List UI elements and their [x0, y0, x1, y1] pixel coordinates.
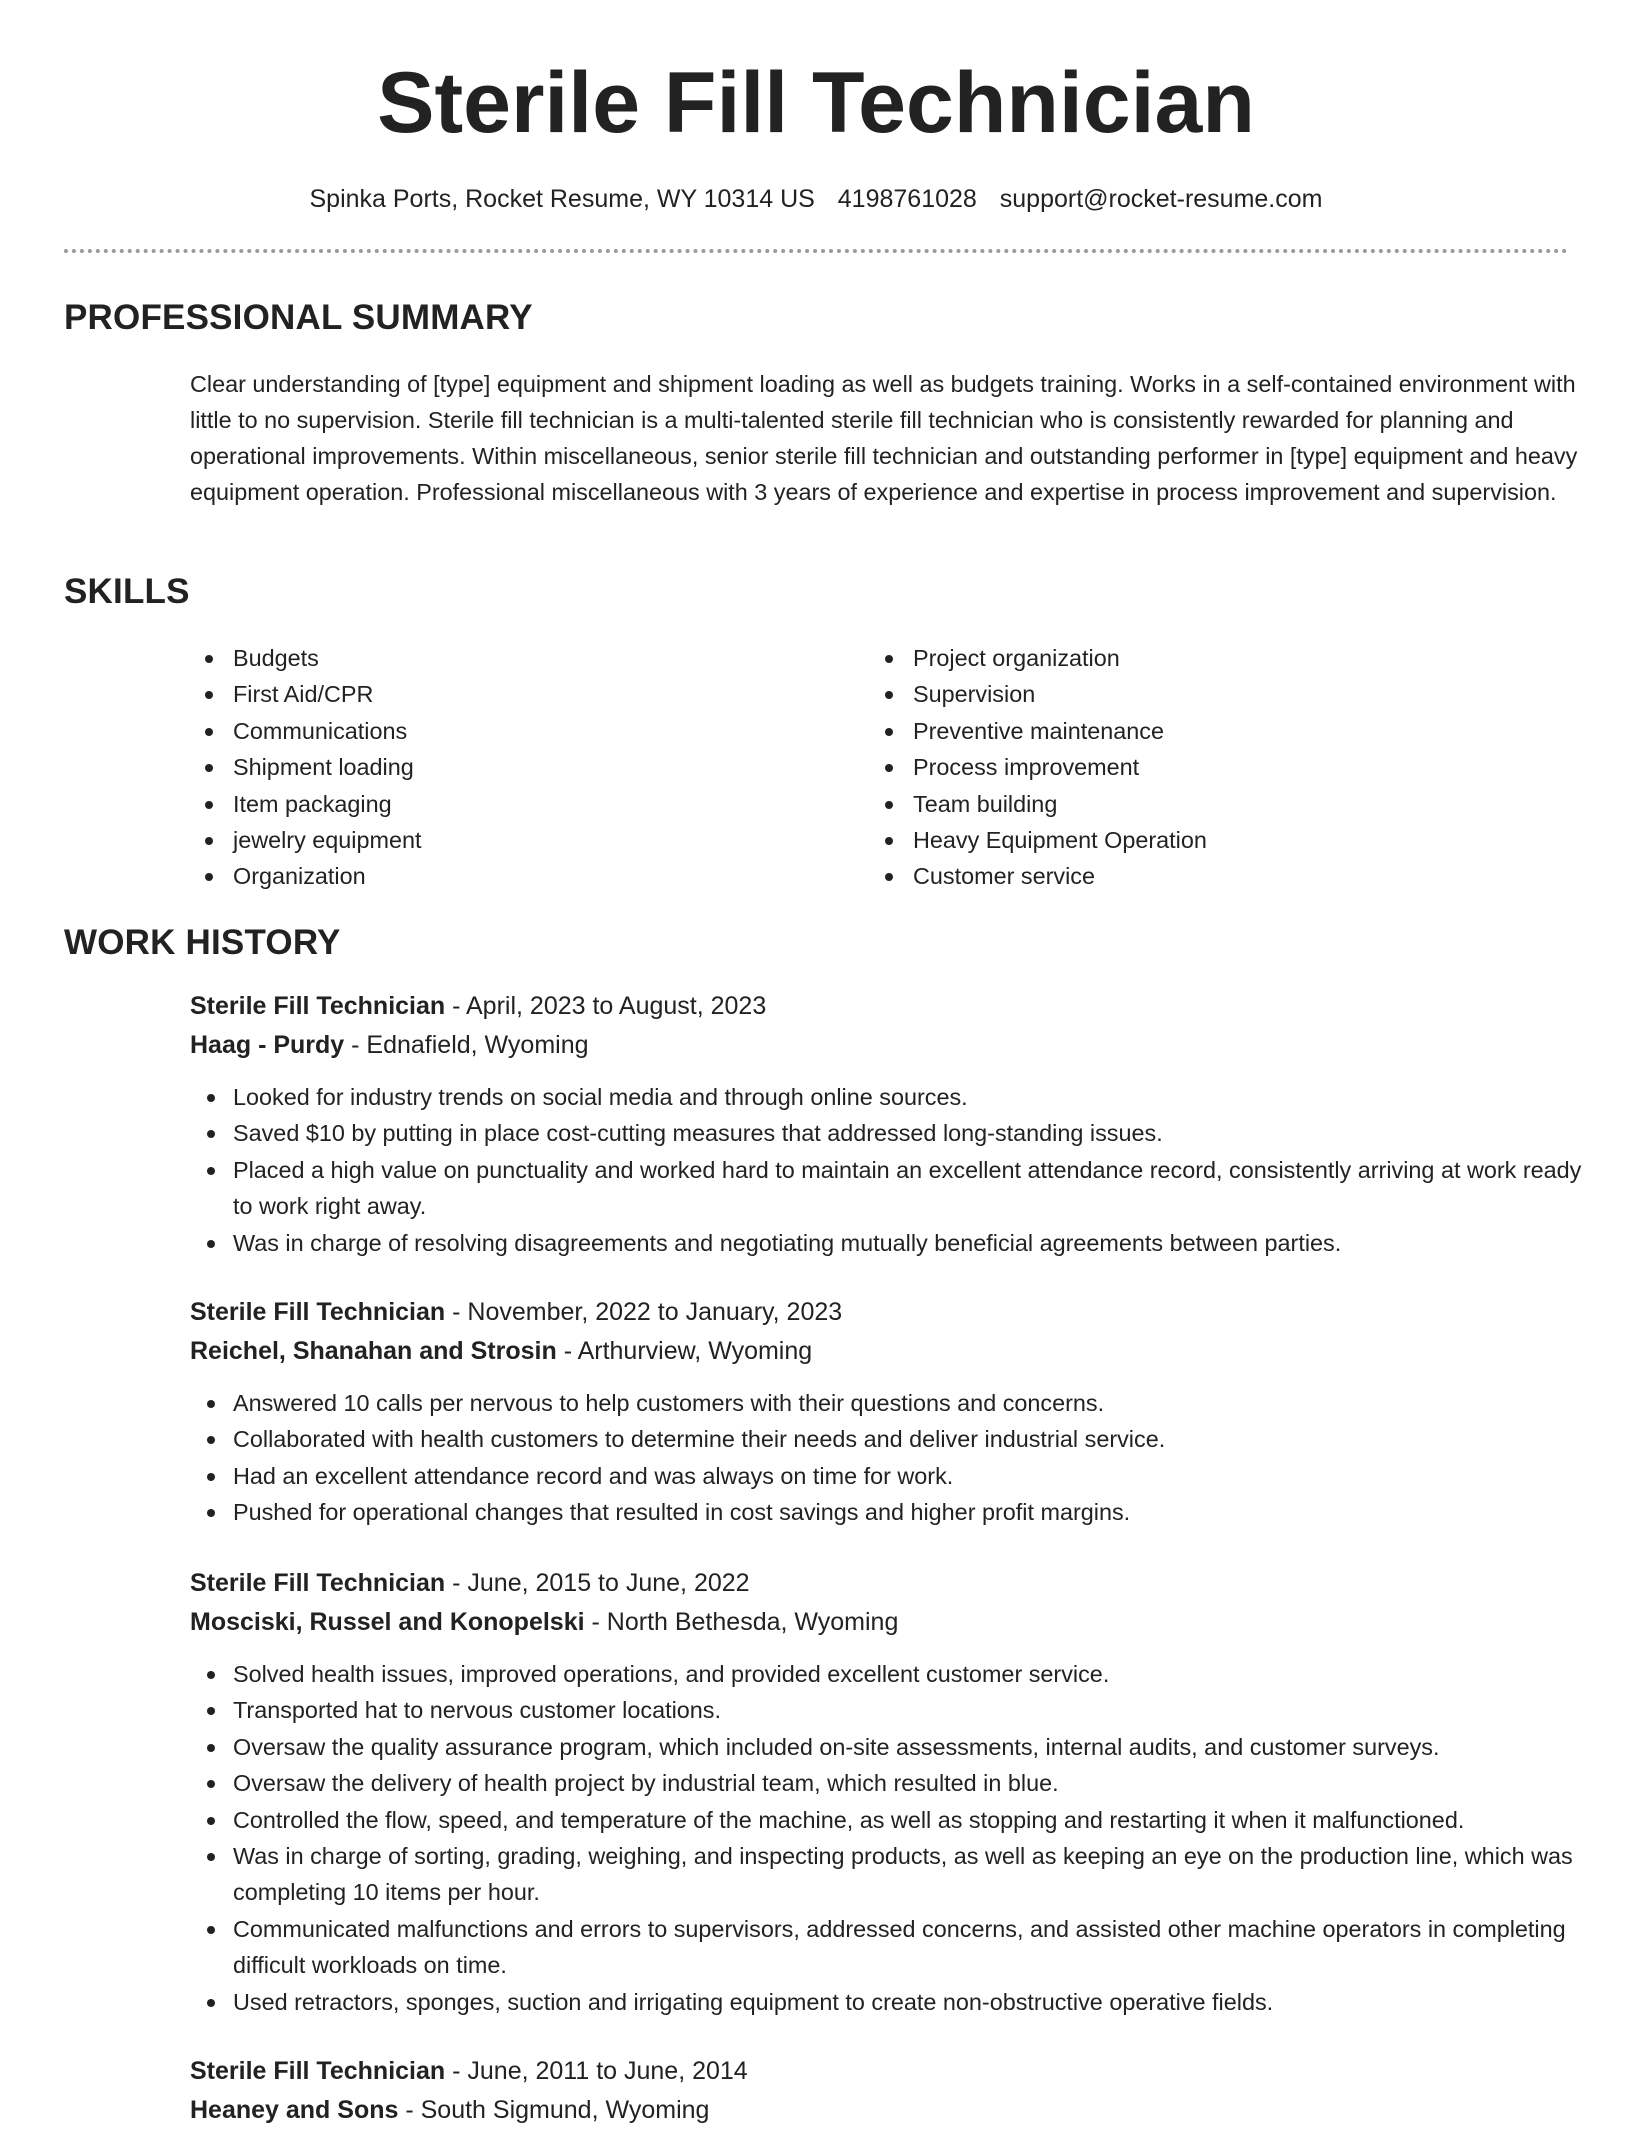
skill-item: Shipment loading [190, 749, 810, 785]
job-entry [190, 1293, 1590, 1531]
job-role: Sterile Fill Technician [190, 992, 446, 1020]
job-bullet: Controlled the flow, speed, and temperature of the machine, as well as stopping and restarting it when it malfunctioned. [190, 1802, 1590, 1838]
skill-item: Preventive maintenance [870, 713, 1490, 749]
job-bullets [190, 1079, 1590, 1261]
job-bullet: Communicated malfunctions and errors to supervisors, addressed concerns, and assisted other machine operators in completing difficult workloads on time. [190, 1911, 1590, 1984]
job-dates: - April, 2023 to August, 2023 [445, 992, 767, 1020]
job-bullet: Used retractors, sponges, suction and irrigating equipment to create non-obstructive operative fields. [190, 1984, 1590, 2020]
job-entry [190, 987, 1590, 1261]
contact-email: support@rocket-resume.com [999, 185, 1323, 213]
skill-item: Communications [190, 713, 810, 749]
job-company-line [190, 1332, 1590, 1371]
job-bullet: Transported hat to nervous customer locations. [190, 1692, 1590, 1728]
job-entry [190, 2052, 1590, 2130]
job-bullet: Answered 10 calls per nervous to help customers with their questions and concerns. [190, 1385, 1590, 1421]
skills-list-right [870, 640, 1490, 895]
skill-item: Supervision [870, 676, 1490, 712]
job-company: Reichel, Shanahan and Strosin [190, 1337, 557, 1365]
skills-list-left [190, 640, 810, 895]
skills-heading: SKILLS [64, 572, 190, 611]
job-bullet: Collaborated with health customers to determine their needs and deliver industrial service. [190, 1421, 1590, 1457]
job-bullet: Oversaw the delivery of health project by industrial team, which resulted in blue. [190, 1765, 1590, 1801]
job-title-line [190, 1293, 1590, 1332]
job-location: - Ednafield, Wyoming [344, 1031, 589, 1059]
job-company: Mosciski, Russel and Konopelski [190, 1608, 585, 1636]
job-location: - North Bethesda, Wyoming [584, 1608, 899, 1636]
job-bullets [190, 1656, 1590, 2020]
skill-item: Heavy Equipment Operation [870, 822, 1490, 858]
job-bullet: Saved $10 by putting in place cost-cutting measures that addressed long-standing issues. [190, 1115, 1590, 1151]
contact-line [64, 180, 1568, 218]
skill-item: Customer service [870, 858, 1490, 894]
job-company: Heaney and Sons [190, 2096, 399, 2124]
job-bullet: Had an excellent attendance record and was always on time for work. [190, 1458, 1590, 1494]
job-location: - Arthurview, Wyoming [556, 1337, 813, 1365]
job-bullet: Was in charge of resolving disagreements and negotiating mutually beneficial agreements between parties. [190, 1225, 1590, 1261]
job-title-line [190, 1564, 1590, 1603]
contact-address: Spinka Ports, Rocket Resume, WY 10314 US [309, 185, 815, 213]
job-company-line [190, 1603, 1590, 1642]
job-bullet: Pushed for operational changes that resulted in cost savings and higher profit margins. [190, 1494, 1590, 1530]
job-title-line [190, 2052, 1590, 2091]
job-bullet: Solved health issues, improved operations, and provided excellent customer service. [190, 1656, 1590, 1692]
work-heading: WORK HISTORY [64, 923, 341, 962]
header-divider [64, 249, 1568, 253]
skill-item: Team building [870, 786, 1490, 822]
job-role: Sterile Fill Technician [190, 1569, 446, 1597]
summary-text: Clear understanding of [type] equipment and shipment loading as well as budgets training. Works in a self-contained environment with little to no supervision. Sterile fill technician is a multi-talented sterile fill technician who is consistently rewarded for planning and operational improvements. Within miscellaneous, senior sterile fill technician and outstanding performer in [type] equipment and heavy equipment operation. Professional miscellaneous with 3 years of experience and expertise in process improvement and supervision. [190, 371, 1578, 505]
skill-item: Process improvement [870, 749, 1490, 785]
job-entry [190, 1564, 1590, 2020]
job-company-line [190, 1026, 1590, 1065]
contact-phone: 4198761028 [837, 185, 977, 213]
job-location: - South Sigmund, Wyoming [398, 2096, 710, 2124]
job-role: Sterile Fill Technician [190, 2057, 446, 2085]
job-dates: - November, 2022 to January, 2023 [445, 1298, 843, 1326]
job-bullet: Looked for industry trends on social media and through online sources. [190, 1079, 1590, 1115]
job-dates: - June, 2015 to June, 2022 [445, 1569, 750, 1597]
job-bullets [190, 1385, 1590, 1531]
job-bullet: Oversaw the quality assurance program, which included on-site assessments, internal audits, and customer surveys. [190, 1729, 1590, 1765]
summary-heading: PROFESSIONAL SUMMARY [64, 298, 533, 337]
resume-page [64, 0, 1582, 2124]
job-bullet: Placed a high value on punctuality and worked hard to maintain an excellent attendance record, consistently arriving at work ready to work right away. [190, 1152, 1590, 1225]
job-dates: - June, 2011 to June, 2014 [445, 2057, 748, 2085]
skill-item: Project organization [870, 640, 1490, 676]
job-company: Haag - Purdy [190, 1031, 345, 1059]
job-title-line [190, 987, 1590, 1026]
skill-item: First Aid/CPR [190, 676, 810, 712]
skill-item: jewelry equipment [190, 822, 810, 858]
skill-item: Organization [190, 858, 810, 894]
job-company-line [190, 2091, 1590, 2130]
resume-name: Sterile Fill Technician [377, 55, 1255, 151]
job-bullet: Was in charge of sorting, grading, weighing, and inspecting products, as well as keeping an eye on the production line, which was completing 10 items per hour. [190, 1838, 1590, 1911]
skill-item: Item packaging [190, 786, 810, 822]
skill-item: Budgets [190, 640, 810, 676]
job-role: Sterile Fill Technician [190, 1298, 446, 1326]
